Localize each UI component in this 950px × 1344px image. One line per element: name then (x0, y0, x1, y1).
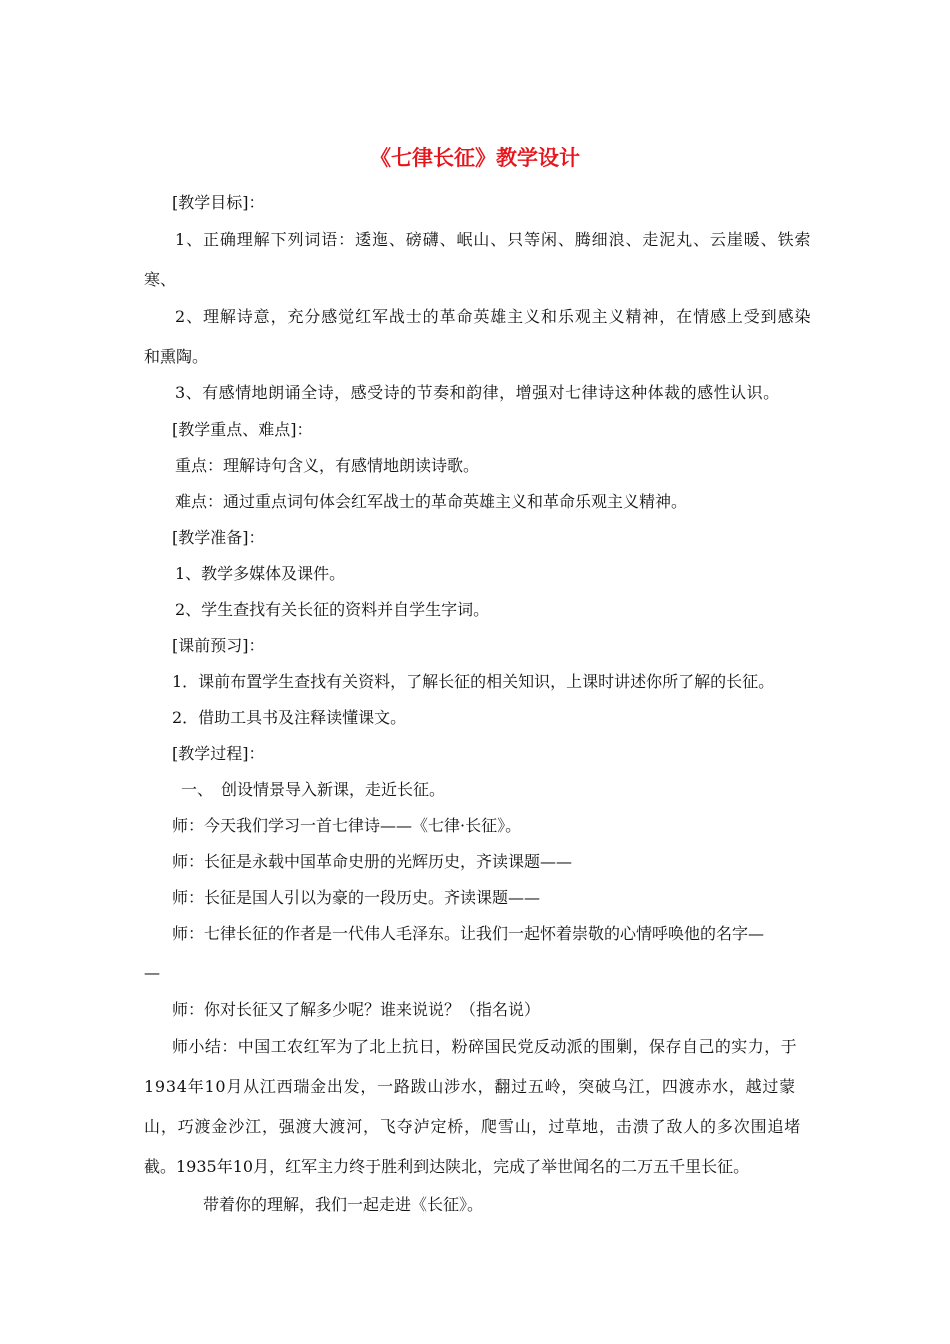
objective-1-cont: 寒、 (144, 270, 177, 289)
preview-2: 2．借助工具书及注释读懂课文。 (172, 708, 407, 727)
section-heading-key-points: [教学重点、难点]： (172, 420, 313, 439)
teacher-summary-cont-3: 截。1935年10月，红军主力终于胜利到达陕北，完成了举世闻名的二万五千里长征。 (144, 1157, 750, 1176)
section-heading-preview: [课前预习]： (172, 636, 265, 655)
document-title: 《七律长征》教学设计 (370, 146, 580, 170)
teacher-line-5: 师：你对长征又了解多少呢？谁来说说？（指名说） (172, 1000, 541, 1019)
teacher-line-4-cont: — (144, 963, 160, 982)
teacher-summary-cont-2: 山，巧渡金沙江，强渡大渡河，飞夺泸定桥，爬雪山，过草地，击溃了敌人的多次围追堵 (144, 1117, 802, 1136)
preview-1: 1．课前布置学生查找有关资料，了解长征的相关知识，上课时讲述你所了解的长征。 (172, 672, 775, 691)
teacher-summary-cont-1: 1934年10月从江西瑞金出发，一路跋山涉水，翻过五岭，突破乌江，四渡赤水，越过蒙 (144, 1077, 796, 1096)
closing-line: 带着你的理解，我们一起走进《长征》。 (203, 1195, 484, 1214)
preparation-1: 1、教学多媒体及课件。 (175, 564, 346, 583)
process-step-1: 一、 创设情景导入新课，走近长征。 (181, 780, 446, 799)
teacher-line-2: 师：长征是永载中国革命史册的光辉历史，齐读课题—— (172, 852, 573, 871)
difficult-point: 难点：通过重点词句体会红军战士的革命英雄主义和革命乐观主义精神。 (175, 492, 688, 511)
objective-1: 1、正确理解下列词语：逶迤、磅礴、岷山、只等闲、腾细浪、走泥丸、云崖暖、铁索 (175, 230, 812, 249)
section-heading-process: [教学过程]： (172, 744, 265, 763)
teacher-summary: 师小结：中国工农红军为了北上抗日，粉碎国民党反动派的围剿，保存自己的实力，于 (172, 1037, 798, 1056)
objective-3: 3、有感情地朗诵全诗，感受诗的节奏和韵律，增强对七律诗这种体裁的感性认识。 (175, 383, 780, 402)
preparation-2: 2、学生查找有关长征的资料并自学生字词。 (175, 600, 490, 619)
teacher-line-4: 师：七律长征的作者是一代伟人毛泽东。让我们一起怀着崇敬的心情呼唤他的名字— (172, 924, 765, 943)
teacher-line-1: 师：今天我们学习一首七律诗——《七律·长征》。 (172, 816, 522, 835)
section-heading-objectives: [教学目标]： (172, 193, 265, 212)
teacher-line-3: 师：长征是国人引以为豪的一段历史。齐读课题—— (172, 888, 541, 907)
objective-2-cont: 和熏陶。 (144, 347, 209, 366)
objective-2: 2、理解诗意，充分感觉红军战士的革命英雄主义和乐观主义精神，在情感上受到感染 (175, 307, 812, 326)
section-heading-preparation: [教学准备]： (172, 528, 265, 547)
key-point: 重点：理解诗句含义，有感情地朗读诗歌。 (175, 456, 480, 475)
